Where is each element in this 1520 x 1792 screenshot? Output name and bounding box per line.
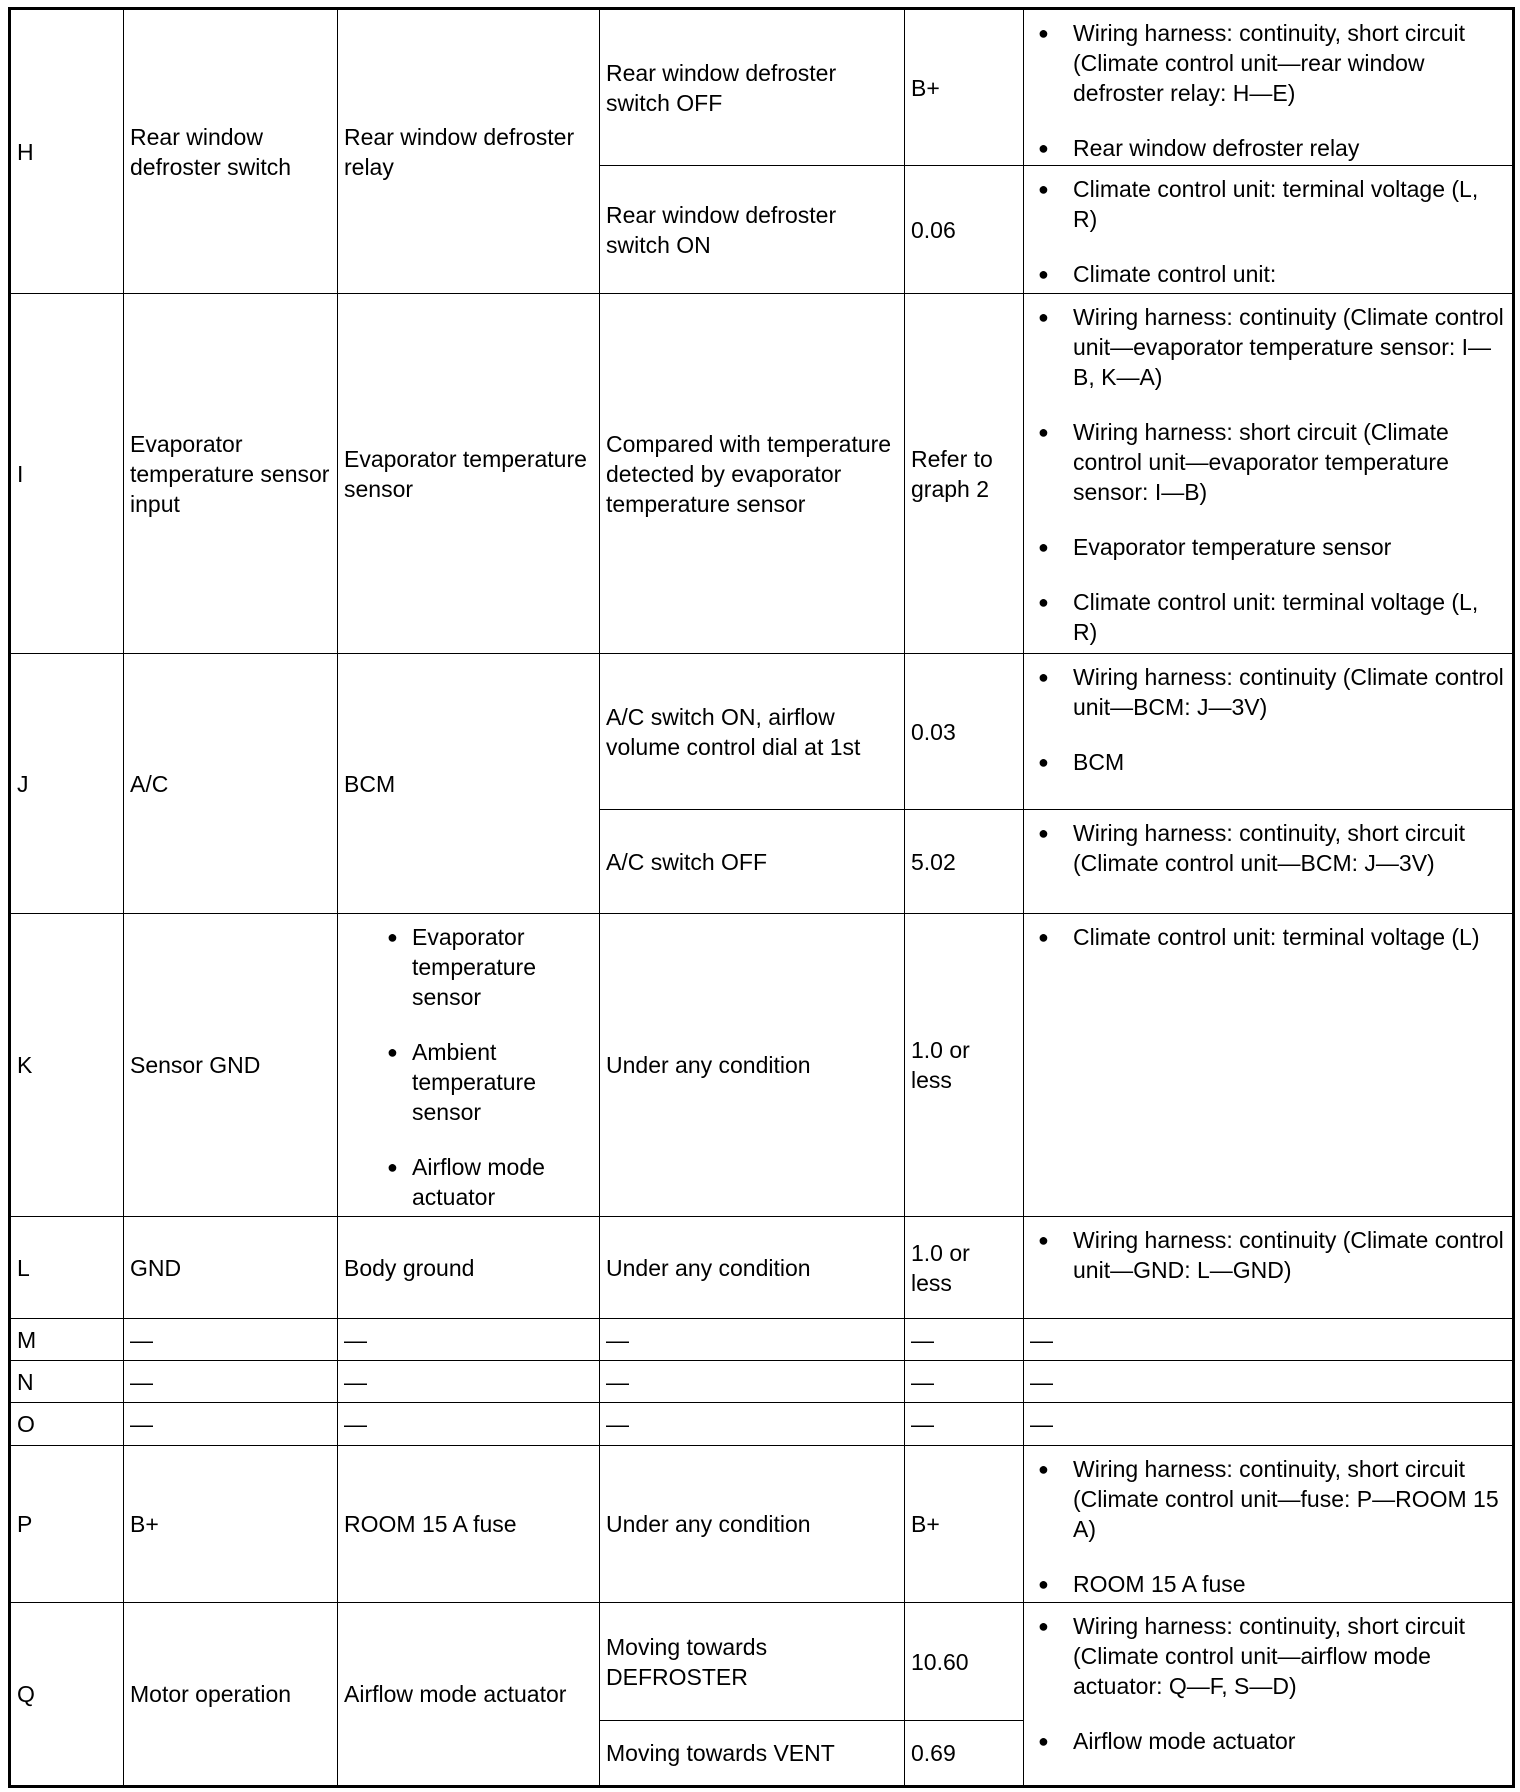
table-row <box>10 914 1514 1217</box>
terminal-cell: O <box>10 1403 124 1446</box>
component-cell: — <box>338 1403 600 1446</box>
condition-cell: Moving towards VENT <box>600 1721 905 1787</box>
value-cell: 0.06 <box>905 166 1024 294</box>
component-cell: — <box>338 1319 600 1361</box>
value-cell: — <box>905 1403 1024 1446</box>
component-item: ● Airflow mode actuator <box>344 1152 593 1212</box>
value-cell: B+ <box>905 9 1024 166</box>
value-cell: B+ <box>905 1446 1024 1603</box>
item-cell: GND <box>124 1217 338 1319</box>
check-cell <box>1024 1217 1514 1319</box>
component-item: ● Evaporator temperature sensor <box>344 922 593 1012</box>
table-row <box>10 294 1514 654</box>
check-item: ● Wiring harness: continuity, short circuit (Climate control unit—rear window defroster relay: H—E) <box>1030 18 1506 108</box>
value-cell: 0.69 <box>905 1721 1024 1787</box>
terminal-cell: N <box>10 1361 124 1403</box>
check-item: ● Climate control unit: terminal voltage (L, R) <box>1030 174 1506 234</box>
terminal-cell: J <box>10 654 124 914</box>
check-item: ● Wiring harness: continuity (Climate control unit—BCM: J—3V) <box>1030 662 1506 722</box>
component-cell: Rear window defroster relay <box>338 9 600 294</box>
terminal-inspection-table <box>8 7 1515 1788</box>
item-cell: Evaporator temperature sensor input <box>124 294 338 654</box>
check-item: ● Climate control unit: terminal voltage (L, R) <box>1030 587 1506 647</box>
condition-cell: Compared with temperature detected by evaporator temperature sensor <box>600 294 905 654</box>
component-item: ● Ambient temperature sensor <box>344 1037 593 1127</box>
item-cell: — <box>124 1319 338 1361</box>
item-cell: Motor operation <box>124 1603 338 1787</box>
check-item: ● Rear window defroster relay <box>1030 133 1506 163</box>
item-cell: A/C <box>124 654 338 914</box>
check-item: ● Climate control unit: terminal voltage (L) <box>1030 922 1506 952</box>
terminal-cell: Q <box>10 1603 124 1787</box>
check-cell <box>1024 294 1514 654</box>
component-cell: BCM <box>338 654 600 914</box>
check-item: ● Wiring harness: continuity (Climate control unit—GND: L—GND) <box>1030 1225 1506 1285</box>
check-cell <box>1024 810 1514 914</box>
item-cell: — <box>124 1361 338 1403</box>
component-cell <box>338 914 600 1217</box>
table-row <box>10 9 1514 166</box>
table-row <box>10 1319 1514 1361</box>
check-cell <box>1024 914 1514 1217</box>
check-item: ● Climate control unit: <box>1030 259 1506 289</box>
component-cell: Evaporator temperature sensor <box>338 294 600 654</box>
condition-cell: — <box>600 1403 905 1446</box>
table-row <box>10 1217 1514 1319</box>
item-cell: B+ <box>124 1446 338 1603</box>
check-cell <box>1024 1446 1514 1603</box>
condition-cell: — <box>600 1319 905 1361</box>
terminal-cell: P <box>10 1446 124 1603</box>
item-cell: — <box>124 1403 338 1446</box>
terminal-cell: L <box>10 1217 124 1319</box>
table-row <box>10 1446 1514 1603</box>
condition-cell: Rear window defroster switch OFF <box>600 9 905 166</box>
condition-cell: A/C switch OFF <box>600 810 905 914</box>
check-item: ● Wiring harness: continuity (Climate control unit—evaporator temperature sensor: I—B, K—A) <box>1030 302 1506 392</box>
check-cell <box>1024 9 1514 166</box>
check-item: ● Wiring harness: continuity, short circuit (Climate control unit—airflow mode actuator: Q—F, S—D) <box>1030 1611 1506 1701</box>
component-cell: Airflow mode actuator <box>338 1603 600 1787</box>
check-cell <box>1024 654 1514 810</box>
item-cell: Rear window defroster switch <box>124 9 338 294</box>
check-cell: — <box>1024 1403 1514 1446</box>
value-cell: Refer to graph 2 <box>905 294 1024 654</box>
condition-cell: Under any condition <box>600 1446 905 1603</box>
value-cell: 1.0 or less <box>905 914 1024 1217</box>
check-item: ● Wiring harness: continuity, short circuit (Climate control unit—BCM: J—3V) <box>1030 818 1506 878</box>
terminal-cell: H <box>10 9 124 294</box>
value-cell: 0.03 <box>905 654 1024 810</box>
terminal-cell: I <box>10 294 124 654</box>
table-row <box>10 1403 1514 1446</box>
value-cell: 10.60 <box>905 1603 1024 1721</box>
terminal-cell: K <box>10 914 124 1217</box>
check-item: ● ROOM 15 A fuse <box>1030 1569 1506 1599</box>
terminal-cell: M <box>10 1319 124 1361</box>
table-row <box>10 1603 1514 1721</box>
check-item: ● BCM <box>1030 747 1506 777</box>
component-cell: Body ground <box>338 1217 600 1319</box>
check-item: ● Evaporator temperature sensor <box>1030 532 1506 562</box>
value-cell: 5.02 <box>905 810 1024 914</box>
condition-cell: Rear window defroster switch ON <box>600 166 905 294</box>
component-cell: ROOM 15 A fuse <box>338 1446 600 1603</box>
condition-cell: Under any condition <box>600 1217 905 1319</box>
component-cell: — <box>338 1361 600 1403</box>
check-cell <box>1024 166 1514 294</box>
check-cell: — <box>1024 1319 1514 1361</box>
check-cell <box>1024 1603 1514 1787</box>
condition-cell: A/C switch ON, airflow volume control dial at 1st <box>600 654 905 810</box>
table-row <box>10 654 1514 810</box>
value-cell: — <box>905 1361 1024 1403</box>
condition-cell: — <box>600 1361 905 1403</box>
value-cell: — <box>905 1319 1024 1361</box>
check-cell: — <box>1024 1361 1514 1403</box>
condition-cell: Under any condition <box>600 914 905 1217</box>
item-cell: Sensor GND <box>124 914 338 1217</box>
check-item: ● Wiring harness: short circuit (Climate control unit—evaporator temperature sensor: I—B) <box>1030 417 1506 507</box>
check-item: ● Wiring harness: continuity, short circuit (Climate control unit—fuse: P—ROOM 15 A) <box>1030 1454 1506 1544</box>
condition-cell: Moving towards DEFROSTER <box>600 1603 905 1721</box>
table-row <box>10 1361 1514 1403</box>
value-cell: 1.0 or less <box>905 1217 1024 1319</box>
check-item: ● Airflow mode actuator <box>1030 1726 1506 1756</box>
